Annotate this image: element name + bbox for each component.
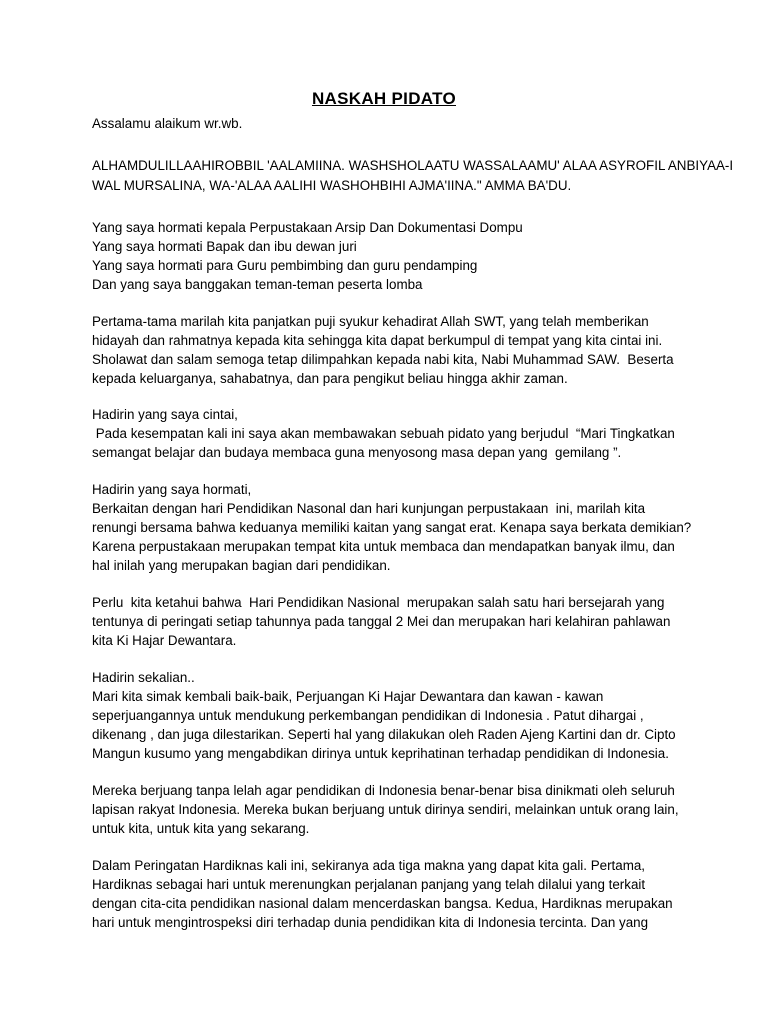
text-line: Mangun kusumo yang mengabdikan dirinya untuk keprihatinan terhadap pendidikan di Indonesia. <box>92 746 669 761</box>
text-line: kepada keluarganya, sahabatnya, dan para pengikut beliau hingga akhir zaman. <box>92 371 568 386</box>
text-line: Hadirin yang saya cintai, <box>92 407 238 422</box>
text-line: Hadirin sekalian.. <box>92 670 195 685</box>
text-line: hidayah dan rahmatnya kepada kita sehingga kita dapat berkumpul di tempat yang kita cintai ini. <box>92 333 663 348</box>
text-line: Sholawat dan salam semoga tetap dilimpahkan kepada nabi kita, Nabi Muhammad SAW. Beserta <box>92 352 674 367</box>
text-line: Yang saya hormati Bapak dan ibu dewan juri <box>92 239 357 254</box>
document-title: NASKAH PIDATO <box>311 89 456 108</box>
text-line: Pertama-tama marilah kita panjatkan puji syukur kehadirat Allah SWT, yang telah memberikan <box>92 314 649 329</box>
text-line: ALHAMDULILLAAHIROBBIL 'AALAMIINA. WASHSHOLAATU WASSALAAMU' ALAA ASYROFIL ANBIYAA-I <box>92 158 734 173</box>
text-line: Yang saya hormati para Guru pembimbing dan guru pendamping <box>92 258 478 273</box>
text-line: dikenang , dan juga dilestarikan. Seperti hal yang dilakukan oleh Raden Ajeng Kartini dan dr. Cipto <box>92 727 676 742</box>
text-line: dengan cita-cita pendidikan nasional dalam mencerdaskan bangsa. Kedua, Hardiknas merupakan <box>92 896 673 911</box>
text-line: Hadirin yang saya hormati, <box>92 482 252 497</box>
text-line: Berkaitan dengan hari Pendidikan Nasonal dan hari kunjungan perpustakaan ini, marilah kita <box>92 501 646 516</box>
text-line: Mari kita simak kembali baik-baik, Perjuangan Ki Hajar Dewantara dan kawan - kawan <box>92 689 604 704</box>
text-line: kita Ki Hajar Dewantara. <box>92 633 237 648</box>
text-line: semangat belajar dan budaya membaca guna menyosong masa depan yang gemilang ”. <box>92 445 622 460</box>
text-line: Dalam Peringatan Hardiknas kali ini, sekiranya ada tiga makna yang dapat kita gali. Pertama, <box>92 858 646 873</box>
text-line: Hardiknas sebagai hari untuk merenungkan perjalanan panjang yang telah dilalui yang terkait <box>92 877 646 892</box>
text-line: Assalamu alaikum wr.wb. <box>92 116 243 131</box>
text-line: Yang saya hormati kepala Perpustakaan Arsip Dan Dokumentasi Dompu <box>92 220 523 235</box>
text-line: tentunya di peringati setiap tahunnya pada tanggal 2 Mei dan merupakan hari kelahiran pahlawan <box>92 614 671 629</box>
text-line: hal inilah yang merupakan bagian dari pendidikan. <box>92 558 391 573</box>
text-line: Perlu kita ketahui bahwa Hari Pendidikan Nasional merupakan salah satu hari bersejarah yang <box>92 595 665 610</box>
text-line: seperjuangannya untuk mendukung perkembangan pendidikan di Indonesia . Patut dihargai , <box>92 708 644 723</box>
text-line: WAL MURSALINA, WA-'ALAA AALIHI WASHOHBIHI AJMA'IINA." AMMA BA'DU. <box>92 178 572 193</box>
text-line: renungi bersama bahwa keduanya memiliki kaitan yang sangat erat. Kenapa saya berkata demikian? <box>92 520 692 535</box>
text-line: Karena perpustakaan merupakan tempat kita untuk membaca dan mendapatkan banyak ilmu, dan <box>92 539 675 554</box>
text-line: hari untuk mengintrospeksi diri terhadap dunia pendidikan kita di Indonesia tercinta. Dan yang <box>92 915 649 930</box>
text-line: lapisan rakyat Indonesia. Mereka bukan berjuang untuk dirinya sendiri, melainkan untuk orang lain, <box>92 802 679 817</box>
text-line: Pada kesempatan kali ini saya akan membawakan sebuah pidato yang berjudul “Mari Tingkatkan <box>92 426 675 441</box>
text-line: untuk kita, untuk kita yang sekarang. <box>92 821 310 836</box>
text-line: Mereka berjuang tanpa lelah agar pendidikan di Indonesia benar-benar bisa dinikmati oleh seluruh <box>92 783 675 798</box>
text-line: Dan yang saya banggakan teman-teman peserta lomba <box>92 277 423 292</box>
